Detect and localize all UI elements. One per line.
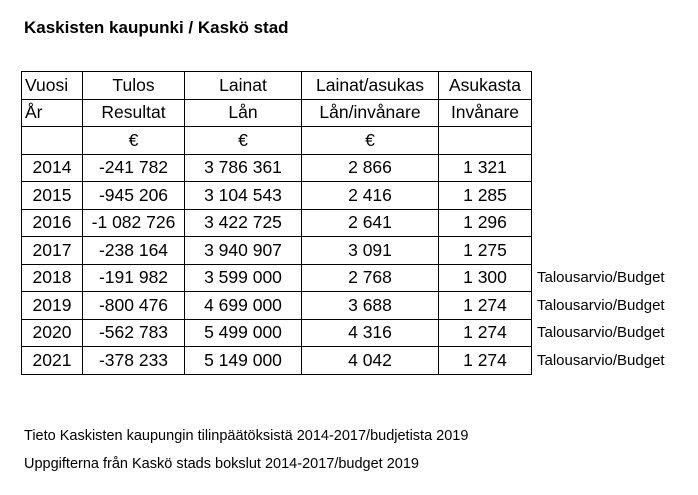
cell-result: -378 233: [83, 347, 185, 375]
cell-residents: 1 274: [439, 347, 532, 375]
footnote-fi: Tieto Kaskisten kaupungin tilinpäätöksistä 2014-2017/budjetista 2019: [24, 428, 469, 444]
cell-loans: 3 599 000: [185, 264, 302, 292]
cell-residents: 1 274: [439, 292, 532, 320]
budget-note: Talousarvio/Budget: [537, 351, 665, 369]
table-row: [22, 292, 688, 320]
cell-loans: 4 699 000: [185, 292, 302, 320]
header-result-sv: Resultat: [83, 99, 185, 127]
table-row: [22, 182, 688, 210]
table-row: [22, 347, 688, 375]
note-cell: [532, 72, 688, 100]
header-loans-fi: Lainat: [185, 72, 302, 100]
cell-loans: 3 422 725: [185, 209, 302, 237]
unit-loans-per-resident: €: [302, 127, 439, 155]
unit-loans: €: [185, 127, 302, 155]
cell-residents: 1 300: [439, 264, 532, 292]
finance-table: [21, 71, 688, 375]
cell-loans-per-resident: 2 641: [302, 209, 439, 237]
note-cell: [532, 127, 688, 155]
cell-residents: 1 285: [439, 182, 532, 210]
cell-loans: 3 786 361: [185, 154, 302, 182]
cell-year: 2016: [22, 209, 83, 237]
header-year-fi: Vuosi: [22, 72, 83, 100]
budget-note: [532, 154, 688, 182]
budget-note: Talousarvio/Budget: [537, 269, 665, 287]
header-residents-fi: Asukasta: [439, 72, 532, 100]
table-row: [22, 209, 688, 237]
cell-loans-per-resident: 3 091: [302, 237, 439, 265]
header-loans-per-resident-sv: Lån/invånare: [302, 99, 439, 127]
budget-note: [532, 209, 688, 237]
unit-year: [22, 127, 83, 155]
cell-year: 2015: [22, 182, 83, 210]
cell-residents: 1 274: [439, 319, 532, 347]
cell-loans: 3 104 543: [185, 182, 302, 210]
cell-loans-per-resident: 2 866: [302, 154, 439, 182]
cell-result: -238 164: [83, 237, 185, 265]
budget-note: Talousarvio/Budget: [537, 324, 665, 342]
cell-year: 2019: [22, 292, 83, 320]
page-title: Kaskisten kaupunki / Kaskö stad: [24, 18, 289, 37]
cell-loans: 5 149 000: [185, 347, 302, 375]
table-row: [22, 319, 688, 347]
unit-result: €: [83, 127, 185, 155]
cell-result: -1 082 726: [83, 209, 185, 237]
cell-result: -191 982: [83, 264, 185, 292]
cell-result: -562 783: [83, 319, 185, 347]
cell-year: 2017: [22, 237, 83, 265]
unit-row: [22, 127, 688, 155]
cell-residents: 1 321: [439, 154, 532, 182]
header-row-fi: [22, 72, 688, 100]
footnote-sv: Uppgifterna från Kaskö stads bokslut 2014-2017/budget 2019: [24, 456, 419, 472]
cell-result: -945 206: [83, 182, 185, 210]
budget-note: [532, 182, 688, 210]
header-result-fi: Tulos: [83, 72, 185, 100]
cell-loans: 5 499 000: [185, 319, 302, 347]
cell-loans-per-resident: 4 316: [302, 319, 439, 347]
header-row-sv: [22, 99, 688, 127]
cell-loans: 3 940 907: [185, 237, 302, 265]
budget-note: [532, 237, 688, 265]
budget-note: Talousarvio/Budget: [537, 296, 665, 314]
unit-residents: [439, 127, 532, 155]
table-row: [22, 154, 688, 182]
note-cell: [532, 99, 688, 127]
header-year-sv: År: [22, 99, 83, 127]
table-row: [22, 237, 688, 265]
cell-result: -800 476: [83, 292, 185, 320]
cell-loans-per-resident: 3 688: [302, 292, 439, 320]
cell-result: -241 782: [83, 154, 185, 182]
header-loans-sv: Lån: [185, 99, 302, 127]
header-residents-sv: Invånare: [439, 99, 532, 127]
header-loans-per-resident-fi: Lainat/asukas: [302, 72, 439, 100]
cell-loans-per-resident: 4 042: [302, 347, 439, 375]
cell-loans-per-resident: 2 768: [302, 264, 439, 292]
table-row: [22, 264, 688, 292]
cell-loans-per-resident: 2 416: [302, 182, 439, 210]
cell-year: 2020: [22, 319, 83, 347]
cell-year: 2014: [22, 154, 83, 182]
cell-residents: 1 296: [439, 209, 532, 237]
cell-year: 2021: [22, 347, 83, 375]
cell-year: 2018: [22, 264, 83, 292]
cell-residents: 1 275: [439, 237, 532, 265]
